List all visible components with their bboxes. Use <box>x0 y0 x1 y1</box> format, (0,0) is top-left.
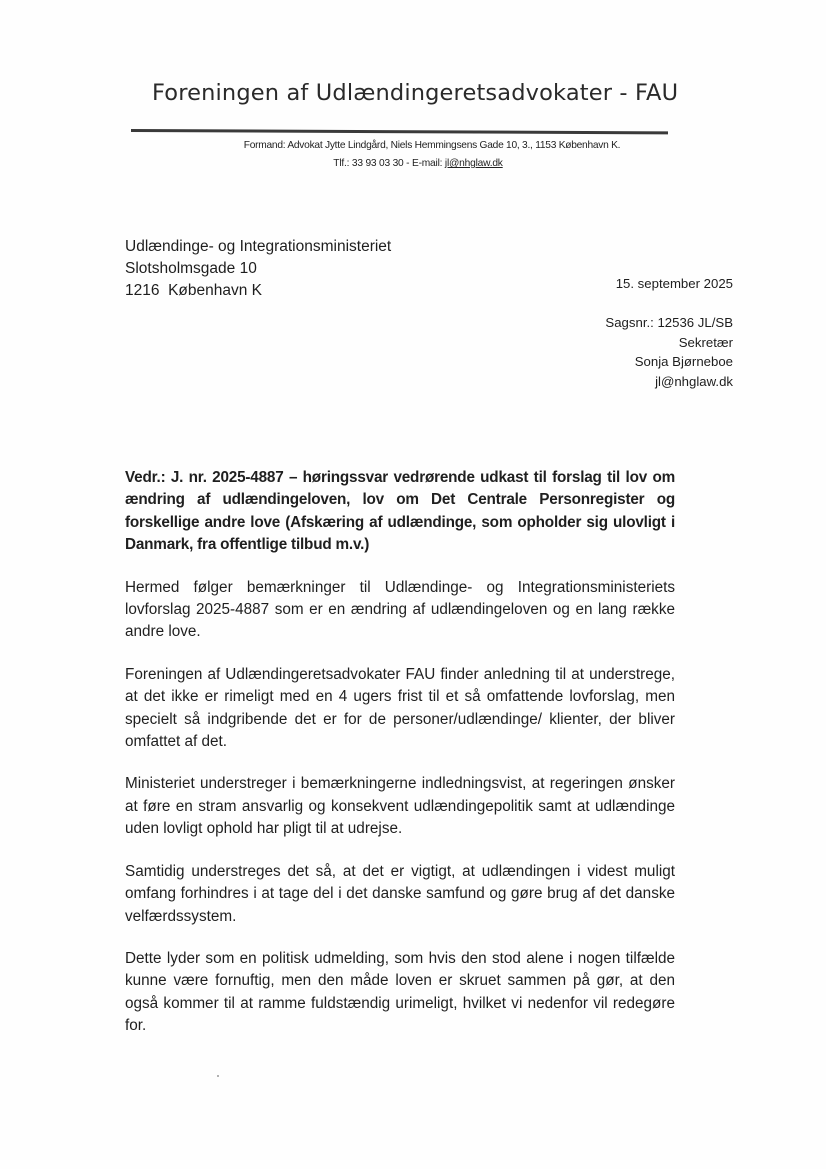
scan-speck <box>217 1075 219 1077</box>
organization-title: Foreningen af Udlændingeretsadvokater - FAU <box>152 80 679 106</box>
recipient-street: Slotsholmsgade 10 <box>125 260 257 277</box>
case-role: Sekretær <box>678 334 733 350</box>
letterhead-divider <box>131 129 668 134</box>
recipient-name: Udlændinge- og Integrationsministeriet <box>125 238 392 255</box>
letterhead-phone: Tlf.: 33 93 03 30 - E-mail: <box>333 158 445 169</box>
body-paragraph: Ministeriet understreger i bemærkningerne indledningsvist, at regeringen ønsker at føre en stram ansvarlig og konsekvent udlændingepolitik samt at udlændinge uden lovligt ophold har pligt til at udrejse. <box>125 775 675 838</box>
recipient-city: 1216 København K <box>125 282 263 299</box>
body-paragraph: Dette lyder som en politisk udmelding, som hvis den stod alene i nogen tilfælde kunne være fornuftig, men den måde loven er skruet sammen på gør, at den også kommer til at ramme fuldstændig urimeligt, hvilket vi nedenfor vil redegøre for. <box>125 949 675 1035</box>
case-contact-email: jl@nhglaw.dk <box>655 373 733 389</box>
letterhead-chair-line: Formand: Advokat Jytte Lindgård, Niels Hemmingsens Gade 10, 3., 1153 København K. <box>243 140 621 151</box>
subject-heading: Vedr.: J. nr. 2025-4887 – høringssvar vedrørende udkast til forslag til lov om ændring af udlændingeloven, lov om Det Centrale Personregister og forskellige andre love (Afskæring af udlændinge, som opholder sig ulovligt i Danmark, fra offentlige tilbud m.v.) <box>125 469 675 554</box>
recipient-address <box>125 236 391 302</box>
letter-date: 15. september 2025 <box>615 276 733 291</box>
letterhead-email-link[interactable]: jl@nhglaw.dk <box>444 158 503 169</box>
case-contact-name: Sonja Bjørneboe <box>634 354 733 369</box>
case-reference-block <box>605 313 733 391</box>
letter-body <box>125 467 675 1058</box>
body-paragraph: Foreningen af Udlændingeretsadvokater FAU finder anledning til at understrege, at det ikke er rimeligt med en 4 ugers frist til et så omfattende lovforslag, men specielt så indgribende det er for de personer/udlændinge/ klienter, der bliver omfattet af det. <box>125 665 675 751</box>
case-number: Sagsnr.: 12536 JL/SB <box>605 315 733 330</box>
body-paragraph: Samtidig understreges det så, at det er vigtigt, at udlændingen i videst muligt omfang forhindres i at tage del i det danske samfund og gøre brug af det danske velfærdssystem. <box>125 862 675 925</box>
body-paragraph: Hermed følger bemærkninger til Udlændinge- og Integrationsministeriets lovforslag 2025-4887 som er en ændring af udlændingeloven og en lang række andre love. <box>125 578 675 641</box>
letterhead-contact-line <box>0 158 826 169</box>
